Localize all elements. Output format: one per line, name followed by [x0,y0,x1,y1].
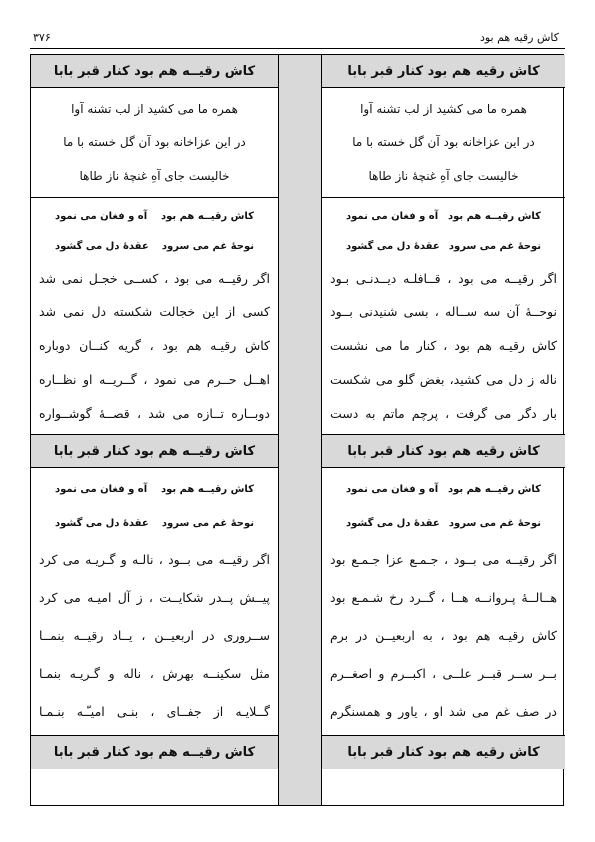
stanza-2 [31,468,278,735]
chorus-half: کاش رقیــه هم بود [160,483,254,495]
stanza-2 [322,468,565,735]
chorus-pair [330,211,557,222]
verse-line: خالیست جای آهِ غنچهٔ ناز طاها [79,169,230,184]
page-number: ۳۷۶ [33,31,51,44]
verse-line: اهــل حــرم می نمود ، گــریــه او نظــاره [39,371,270,387]
verse-line: دوبــاره تــازه می شد ، قصــهٔ گوشــواره [39,405,270,421]
opening-stanza [31,88,278,198]
chorus-half: نوحهٔ غم می سرود [448,241,541,253]
verse-line: اگر رقیــه می بود ، کســی خجـل نمی شد [39,270,270,286]
verse-line: مثل سکینــه بهرش ، ناله و گـریـه بنمـا [39,666,270,682]
refrain-bar: کاش رقیه هم بود کنار قبر بابا [322,735,565,769]
chorus-half: عقدهٔ دل می گشود [55,517,149,529]
verse-line: ســروری در اربعیــن ، یــاد رقیــه بنمــا [39,628,270,644]
verse-line: بــر ســر قبــر علــی ، اکبــرم و اصغــرم [330,666,557,682]
verse-line: همره ما می کشید از لب تشنه آوا [360,101,527,116]
chorus-pair [39,518,270,529]
refrain-bar: کاش رقیــه هم بود کنار قبر بابا [31,735,278,769]
chorus-pair [330,518,557,529]
chorus-half: عقدهٔ دل می گشود [346,241,440,253]
verse-line: اگر رقیــه می بــود ، جـمـع عزا جـمـع بود [330,551,557,567]
verse-line: کسی از این خجالت شکسته دل نمی شد [39,304,270,320]
verse-line: در صف غم می شد او ، یاور و همسنگرم [330,704,557,720]
refrain-bar: کاش رقیــه هم بود کنار قبر بابا [31,55,278,88]
opening-stanza [322,88,565,198]
verse-line: خالیست جای آهِ غنچهٔ ناز طاها [368,169,519,184]
header-rule [30,48,565,49]
verse-line: هــالــهٔ پـروانــه هــا ، گــرد رخ شـمـع بود [330,589,557,605]
chorus-pair [39,484,270,495]
verse-line: همره ما می کشید از لب تشنه آوا [71,101,238,116]
verse-line: ناله ز دل می کشید، بغض گلو می شکست [330,371,557,387]
verse-line: گــلایـه از جفــای ، بنـی امیـّـه بنـمـا [39,704,270,720]
verse-line: کاش رقیـه هم بود ، به اربعیــن در برم [330,628,557,644]
chorus-half: نوحهٔ غم می سرود [161,517,254,529]
chorus-half: آه و فغان می نمود [346,483,439,495]
chorus-half: کاش رقیــه هم بود [447,211,541,223]
verse-line: کاش رقیـه هم بود ، کنار ما می نشست [330,338,557,354]
chorus-pair [330,484,557,495]
chorus-half: کاش رقیــه هم بود [160,211,254,223]
chorus-half: آه و فغان می نمود [346,211,439,223]
chorus-half: نوحهٔ غم می سرود [161,241,254,253]
chorus-half: نوحهٔ غم می سرود [448,517,541,529]
verse-line: اگر رقیــه می بــود ، نالـه و گـریـه می کرد [39,551,270,567]
chorus-half: عقدهٔ دل می گشود [346,517,440,529]
chorus-pair [330,241,557,252]
poem-column-left [31,55,279,805]
chorus-half: عقدهٔ دل می گشود [55,241,149,253]
verse-line: کاش رقیـه هم بود ، گریه کنــان دوباره [39,338,270,354]
chorus-half: آه و فغان می نمود [55,211,148,223]
verse-line: اگر رقیــه می بود ، قــافلـه دیــدنـی بـود [330,270,557,286]
refrain-bar: کاش رقیه هم بود کنار قبر بابا [322,55,565,88]
poem-column-right [321,55,565,805]
chorus-pair [39,211,270,222]
refrain-bar: کاش رقیه هم بود کنار قبر بابا [322,434,565,468]
chorus-half: آه و فغان می نمود [55,483,148,495]
stanza-1 [322,198,565,434]
verse-line: نوحــهٔ آن سه ســاله ، بسی شنیدنی بــود [330,304,557,320]
refrain-bar: کاش رقیــه هم بود کنار قبر بابا [31,434,278,468]
verse-line: در این عزاخانه بود آن گل خسته با ما [352,135,535,150]
verse-line: بار دگر می گرفت ، پرچم ماتم به دست [330,405,557,421]
column-gutter [279,55,321,805]
verse-line: پیــش پــدر شکایــت ، ز آل امیـه می کرد [39,589,270,605]
verse-line: در این عزاخانه بود آن گل خسته با ما [63,135,246,150]
poem-table [30,54,564,806]
running-header-title: کاش رقیه هم بود [479,31,559,44]
stanza-1 [31,198,278,434]
chorus-pair [39,241,270,252]
chorus-half: کاش رقیــه هم بود [447,483,541,495]
